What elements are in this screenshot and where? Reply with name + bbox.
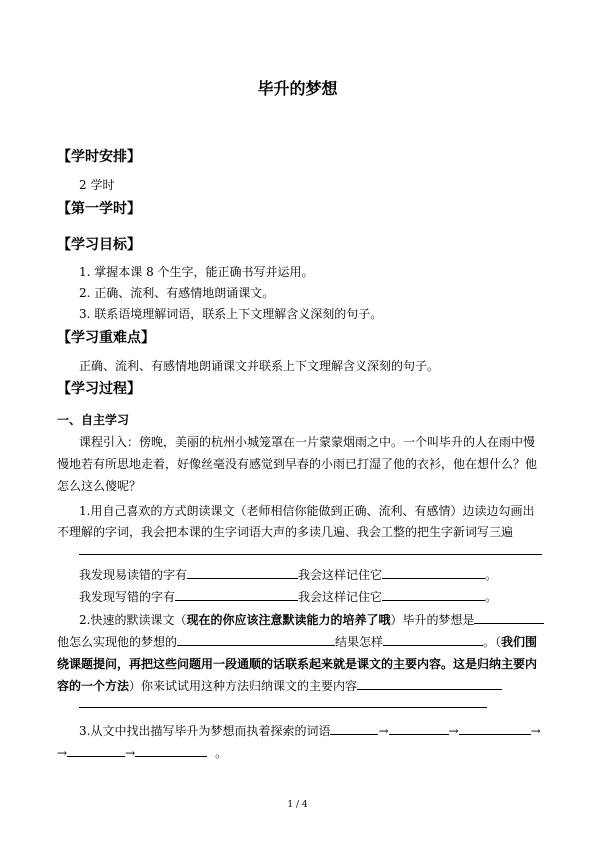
goal-item: 1. 掌握本课 8 个生字，能正确书写并运用。 <box>79 265 314 279</box>
process-heading: 【学习过程】 <box>57 381 141 397</box>
page-number: 1 / 4 <box>287 800 308 810</box>
self-study-heading: 一、自主学习 <box>57 413 130 427</box>
key-points-heading: 【学习重难点】 <box>57 330 155 346</box>
page-title: 毕升的梦想 <box>257 79 338 98</box>
word-blank[interactable] <box>135 744 207 757</box>
misread-label: 我发现易读错的字有 <box>79 568 188 582</box>
q1-line: 不理解的字词，我会把本课的生字词语大声的多读几遍、我会工整的把生字新词写三遍 <box>57 525 514 539</box>
arrow-icon: → <box>378 724 389 738</box>
q2-hint: 容的一个方法 <box>57 679 130 693</box>
q2-text: 他怎么实现他的梦想的 <box>57 635 178 649</box>
q2-hint: 现在的你应该注意默读能力的培养了哦 <box>186 613 391 627</box>
word-blank[interactable] <box>459 722 531 735</box>
answer-line[interactable] <box>79 707 487 708</box>
intro-line: 慢地若有所思地走着，好像丝毫没有感觉到早春的小雨已打湿了他的衣衫，他在想什么？他 <box>57 457 538 471</box>
q3-line <box>57 744 227 761</box>
remember-label: 我会这样记住它 <box>298 590 383 604</box>
intro-line: 课程引入：傍晚，美丽的杭州小城笼罩在一片蒙蒙烟雨之中。一个叫毕升的人在雨中慢 <box>79 435 536 449</box>
arrow-icon: → <box>530 724 541 738</box>
miswrite-blank[interactable] <box>175 588 298 601</box>
q3-line <box>79 722 541 739</box>
q2-text: 2.快速的默读课文（ <box>79 613 187 627</box>
q1-line: 1.用自己喜欢的方式朗读课文（老师相信你能做到正确、流利、有感情）边读边勾画出 <box>79 504 535 518</box>
how-blank[interactable] <box>177 633 335 646</box>
word-blank[interactable] <box>67 744 125 757</box>
remember-blank[interactable] <box>382 588 485 601</box>
goal-item: 2. 正确、流利、有感情地朗诵课文。 <box>79 286 275 300</box>
period: 。 <box>215 746 228 760</box>
arrow-icon: → <box>448 724 459 738</box>
q2-line <box>79 611 544 628</box>
schedule-heading: 【学时安排】 <box>57 149 141 165</box>
intro-line: 怎么这么傻呢？ <box>57 479 142 493</box>
arrow-icon: → <box>57 746 68 760</box>
remember-label: 我会这样记住它 <box>298 568 383 582</box>
misread-row <box>79 566 497 583</box>
key-points-text: 正确、流利、有感情地朗诵课文并联系上下文理解含义深刻的句子。 <box>79 359 440 373</box>
goals-heading: 【学习目标】 <box>57 237 141 253</box>
answer-line[interactable] <box>79 554 542 555</box>
misread-blank[interactable] <box>187 566 298 579</box>
period: 。 <box>485 590 498 604</box>
result-blank[interactable] <box>383 633 483 646</box>
period: 。 <box>485 568 498 582</box>
q2-text: ）毕升的梦想是 <box>390 613 475 627</box>
goal-item: 3. 联系语境理解词语，联系上下文理解含义深刻的句子。 <box>79 307 383 321</box>
first-period-heading: 【第一学时】 <box>57 201 141 217</box>
summary-blank[interactable] <box>357 677 502 690</box>
schedule-value: 2 学时 <box>79 178 115 192</box>
q2-hint: 我们围 <box>501 635 538 649</box>
q2-text: 。（ <box>483 635 502 649</box>
miswrite-label: 我发现写错的字有 <box>79 590 176 604</box>
word-blank[interactable] <box>330 722 378 735</box>
miswrite-row <box>79 588 497 605</box>
word-blank[interactable] <box>389 722 449 735</box>
q3-text: 3.从文中找出描写毕升为梦想而执着探索的词语 <box>79 724 331 738</box>
q2-line <box>57 677 502 694</box>
remember-blank[interactable] <box>382 566 485 579</box>
q2-line <box>57 633 537 650</box>
arrow-icon: → <box>125 746 136 760</box>
q2-text: 结果怎样 <box>335 635 384 649</box>
q2-hint: 绕课题提问，再把这些问题用一段通顺的话联系起来就是课文的主要内容。这是归纳主要内 <box>57 657 538 671</box>
dream-blank[interactable] <box>474 611 544 624</box>
q2-text: ）你来试试用这种方法归纳课文的主要内容 <box>129 679 358 693</box>
